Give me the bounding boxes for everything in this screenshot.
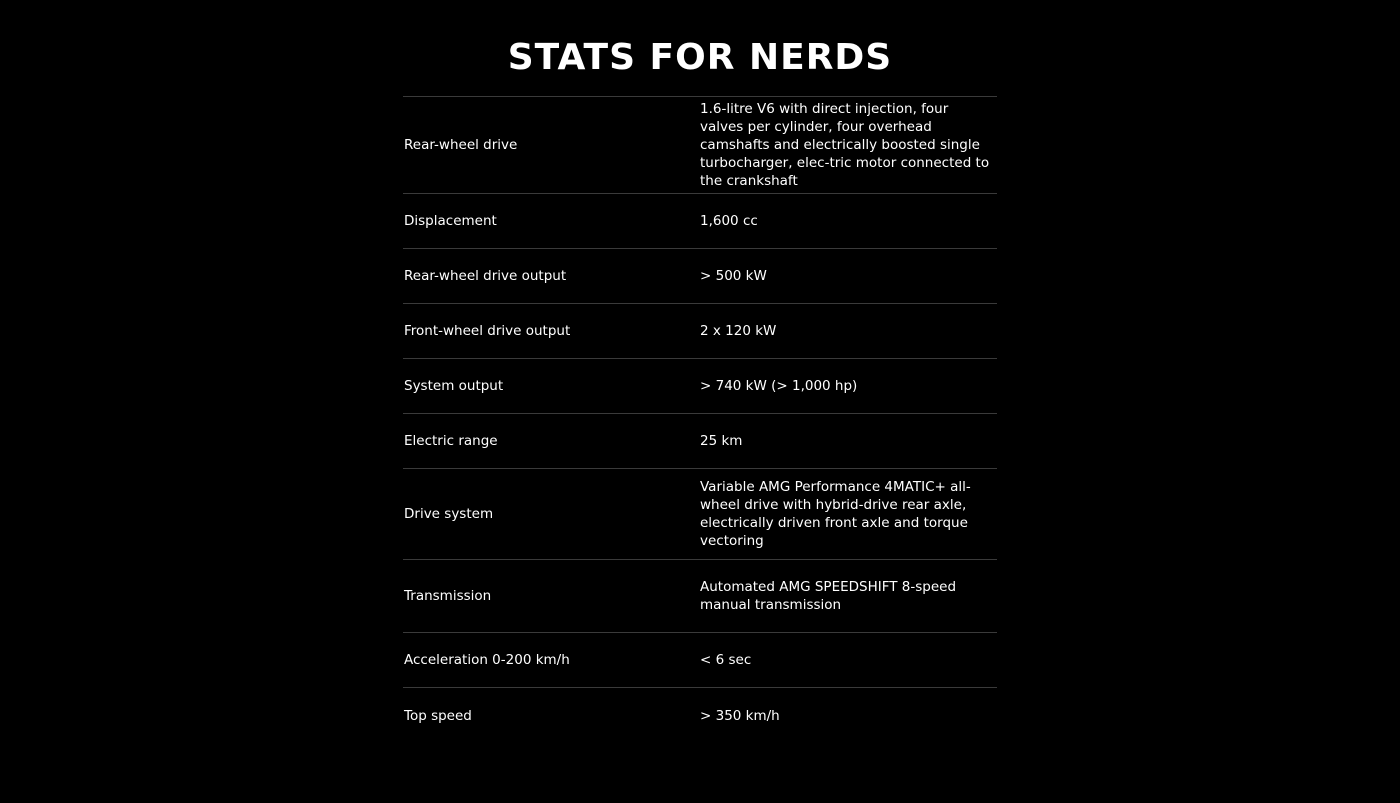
page-title: STATS FOR NERDS — [507, 37, 893, 78]
spec-value: 2 x 120 kW — [700, 323, 777, 339]
spec-value: > 350 km/h — [700, 707, 780, 724]
spec-row — [403, 688, 997, 743]
spec-label: Rear-wheel drive output — [404, 268, 567, 284]
spec-value: 1,600 cc — [700, 213, 758, 229]
spec-value: < 6 sec — [700, 652, 752, 668]
spec-value: Automated AMG SPEEDSHIFT 8-speed manual transmission — [700, 579, 957, 613]
spec-row — [403, 633, 997, 688]
spec-label: Drive system — [404, 506, 494, 522]
spec-label: Front-wheel drive output — [404, 323, 571, 339]
spec-row — [403, 194, 997, 249]
spec-row — [403, 249, 997, 304]
specs-table — [403, 96, 997, 743]
spec-label: Acceleration 0-200 km/h — [404, 652, 570, 668]
spec-label: Rear-wheel drive — [404, 137, 518, 153]
spec-row — [403, 414, 997, 469]
spec-value: 25 km — [700, 433, 743, 449]
spec-value: Variable AMG Performance 4MATIC+ all-wheel drive with hybrid-drive rear axle, electrically driven front axle and torque vectoring — [700, 479, 971, 549]
spec-label: Transmission — [404, 588, 492, 604]
spec-value: > 740 kW (> 1,000 hp) — [700, 378, 858, 394]
spec-label: Electric range — [404, 433, 498, 449]
spec-row — [403, 359, 997, 414]
spec-label: Top speed — [404, 707, 472, 724]
spec-row — [403, 97, 997, 194]
spec-row — [403, 560, 997, 633]
spec-value: 1.6-litre V6 with direct injection, four valves per cylinder, four overhead camshafts and electrically boosted single turbocharger, elec-tric motor connected to the crankshaft — [700, 101, 990, 189]
spec-label: System output — [404, 378, 504, 394]
spec-row — [403, 469, 997, 560]
spec-label: Displacement — [404, 213, 497, 229]
spec-row — [403, 304, 997, 359]
spec-value: > 500 kW — [700, 268, 767, 284]
